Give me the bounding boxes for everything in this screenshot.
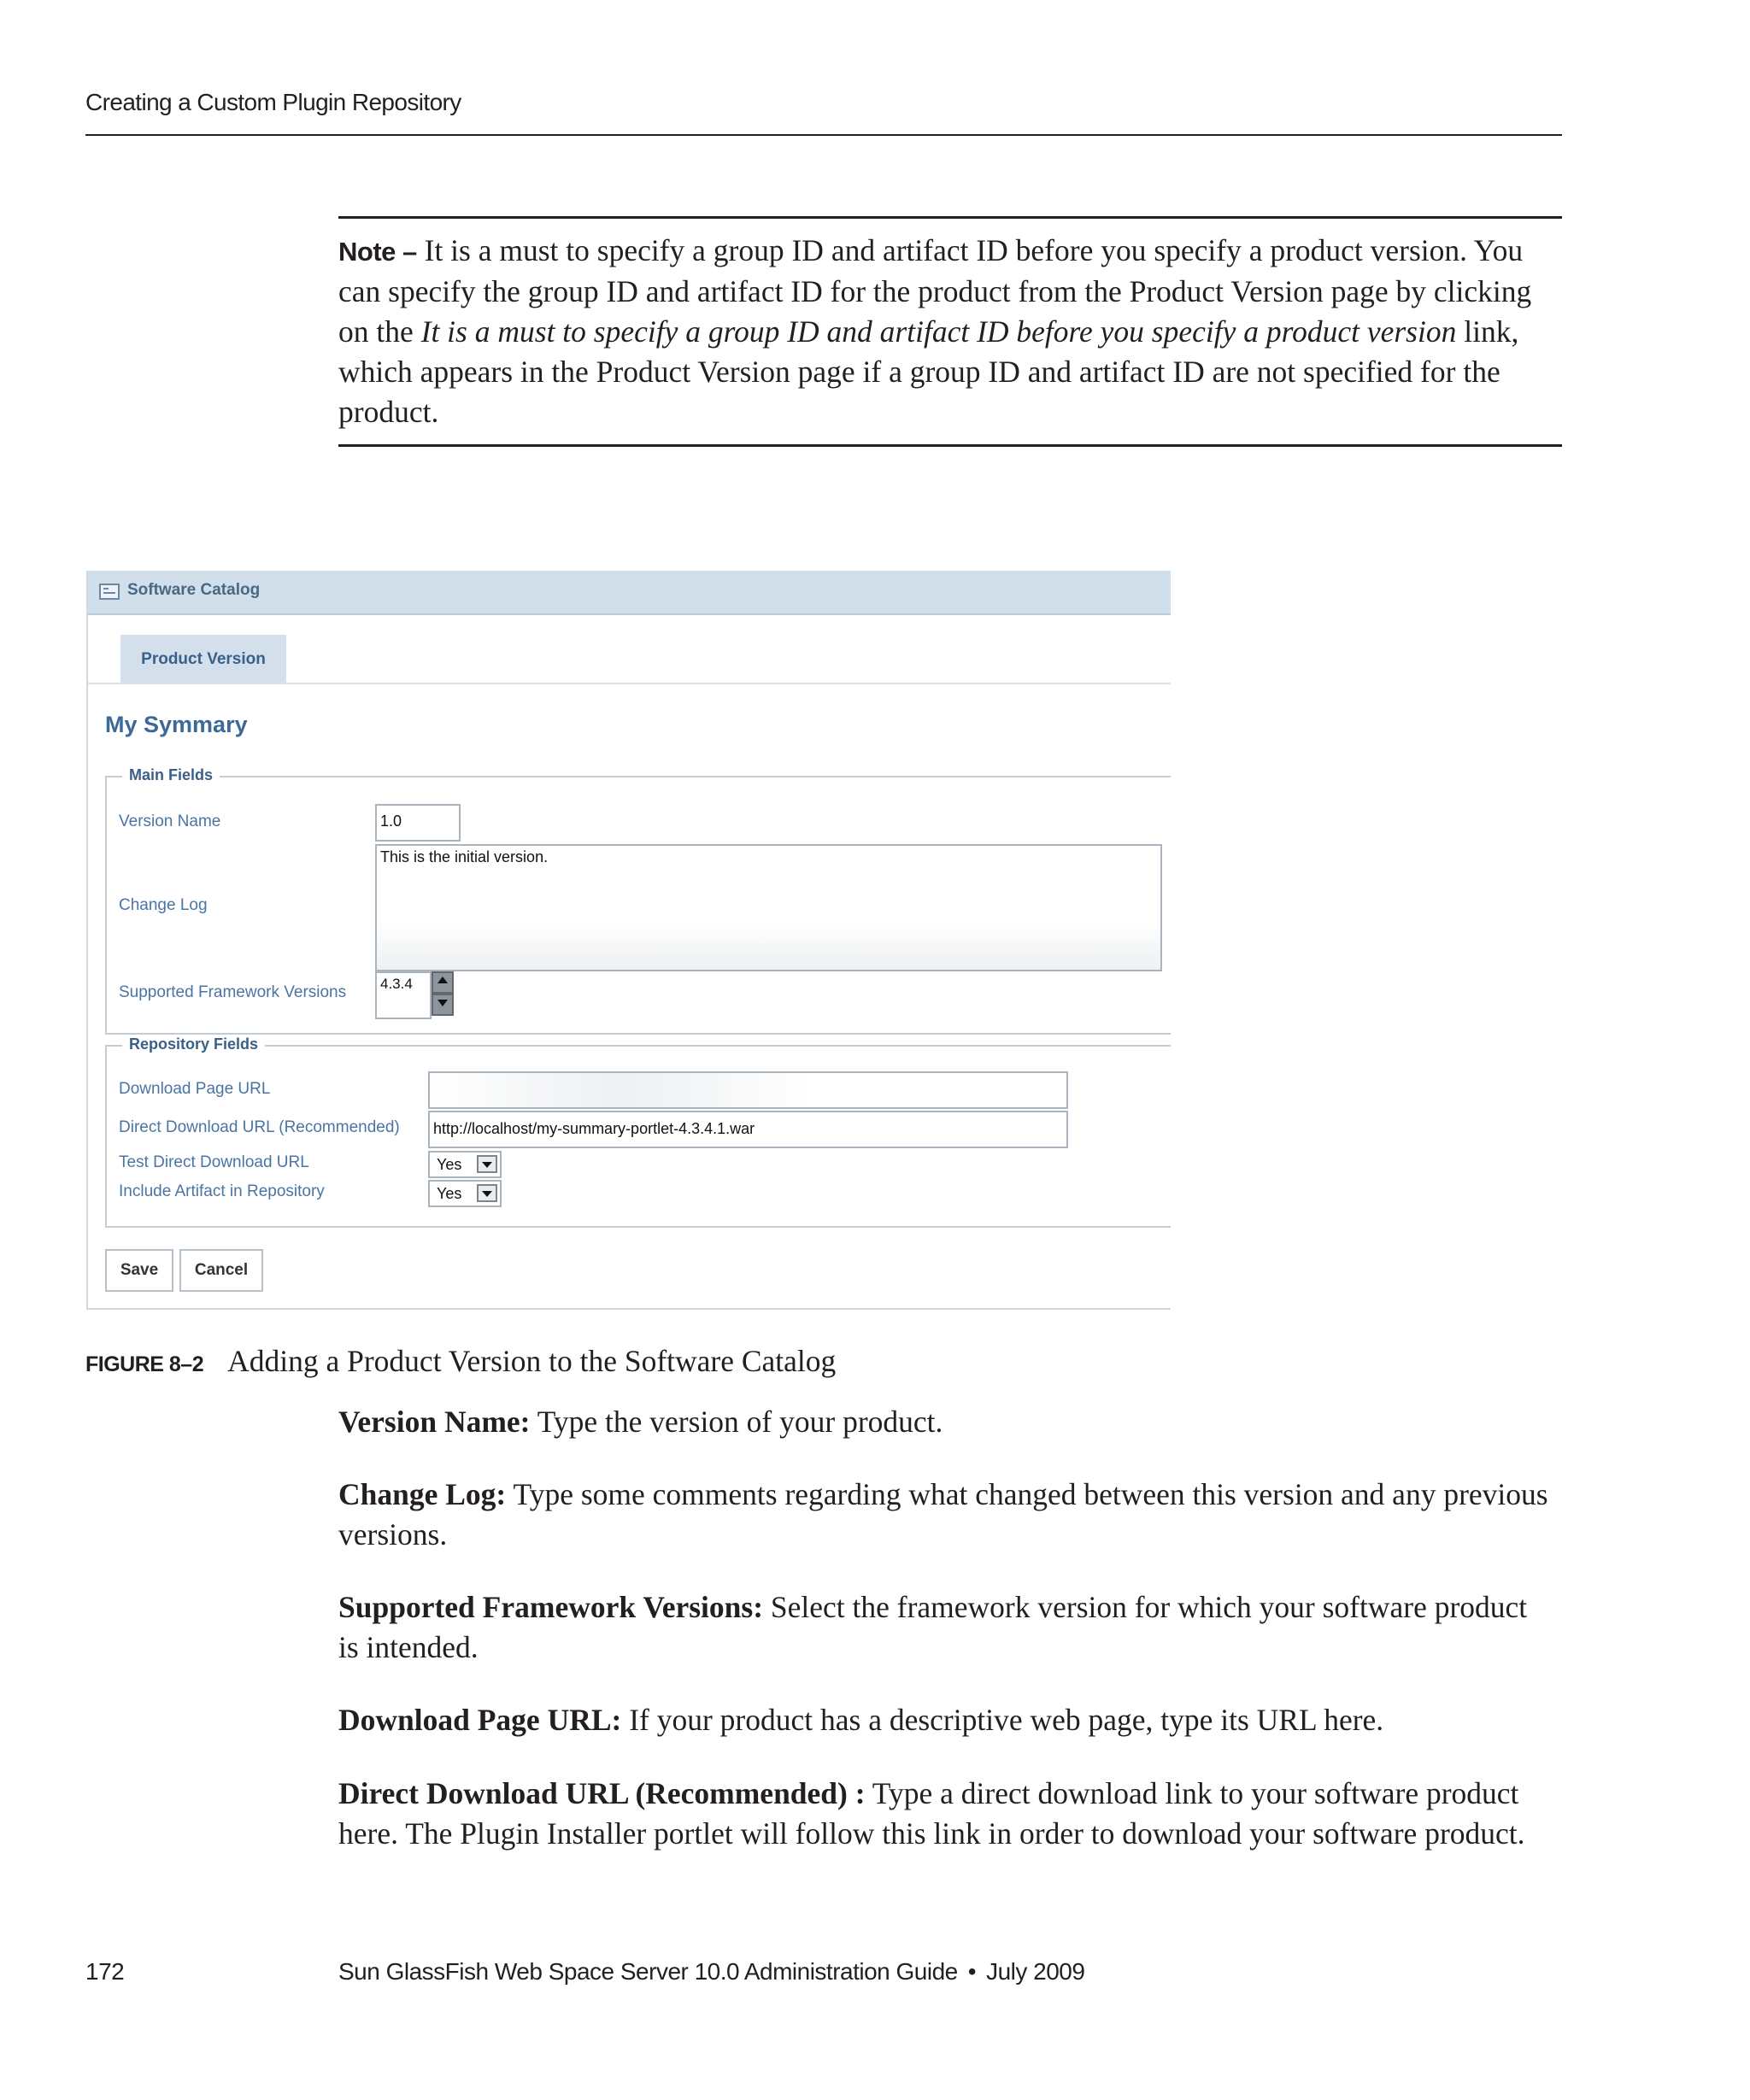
note-top-rule [338, 216, 1562, 219]
definition-version-name [338, 1402, 1569, 1442]
download-page-url-label: Download Page URL [119, 1080, 271, 1098]
definition-term: Supported Framework Versions: [338, 1590, 764, 1624]
note-text-after: link, which appears in the Product Version page if a group ID and artifact ID are not specified for the product. [338, 314, 1519, 429]
page-number: 172 [85, 1958, 125, 1985]
framework-versions-label: Supported Framework Versions [119, 983, 347, 1001]
definition-text: Type some comments regarding what changed between this version and any previous versions. [338, 1477, 1548, 1552]
figure-caption [85, 1343, 836, 1379]
portlet-titlebar [88, 571, 1171, 615]
footer-separator: • [967, 1958, 977, 1985]
scroll-down-arrow-icon[interactable] [432, 994, 454, 1016]
footer-text [338, 1958, 1084, 1986]
tab-product-version[interactable]: Product Version [120, 635, 286, 683]
test-direct-download-label: Test Direct Download URL [119, 1153, 309, 1171]
form-title: My Symmary [105, 712, 248, 737]
note-label: Note – [338, 237, 417, 267]
definition-term: Download Page URL: [338, 1703, 622, 1737]
repository-fields-legend: Repository Fields [122, 1035, 265, 1053]
header-rule [85, 134, 1562, 136]
framework-versions-list[interactable]: 4.3.4 [375, 971, 432, 1019]
change-log-textarea[interactable]: This is the initial version. [375, 844, 1162, 971]
version-name-input[interactable]: 1.0 [375, 804, 461, 842]
figure-caption-label: FIGURE 8–2 [85, 1352, 204, 1376]
note-bottom-rule [338, 444, 1562, 447]
tab-rule [88, 683, 1171, 684]
definition-term: Change Log: [338, 1477, 507, 1511]
direct-download-url-label: Direct Download URL (Recommended) [119, 1118, 400, 1136]
test-direct-download-value: Yes [437, 1156, 462, 1173]
definition-text: If your product has a descriptive web page, type its URL here. [621, 1703, 1384, 1737]
note-text-before: It is a must to specify a group ID and artifact ID before you specify a product version. You can specify the group ID and artifact ID for the product from the Product Version page by clicking on the [338, 233, 1532, 349]
note-block [338, 231, 1569, 432]
definition-direct-download-url [338, 1774, 1535, 1854]
scroll-up-arrow-icon[interactable] [432, 971, 454, 994]
main-fields-legend: Main Fields [122, 766, 220, 784]
running-header: Creating a Custom Plugin Repository [85, 89, 461, 115]
test-direct-download-select[interactable] [428, 1151, 502, 1178]
include-artifact-select[interactable] [428, 1180, 502, 1207]
save-button[interactable]: Save [105, 1249, 173, 1292]
definition-download-page-url [338, 1700, 1569, 1740]
definition-text: Select the framework version for which your software product is intended. [338, 1590, 1528, 1664]
include-artifact-value: Yes [437, 1185, 462, 1202]
figure-caption-text: Adding a Product Version to the Software Catalog [227, 1344, 837, 1378]
definition-text: Type the version of your product. [530, 1405, 943, 1439]
cancel-button[interactable]: Cancel [179, 1249, 263, 1292]
footer-book-title: Sun GlassFish Web Space Server 10.0 Administration Guide [338, 1958, 958, 1985]
dropdown-arrow-icon[interactable] [477, 1155, 497, 1173]
catalog-icon [99, 584, 120, 600]
definition-supported-framework [338, 1587, 1535, 1668]
footer-date: July 2009 [986, 1958, 1085, 1985]
definition-text: Type a direct download link to your software product here. The Plugin Installer portlet will follow this link in order to download your software product. [338, 1776, 1525, 1851]
download-page-url-input[interactable] [428, 1071, 1068, 1109]
change-log-label: Change Log [119, 896, 208, 914]
portlet-title: Software Catalog [127, 581, 261, 599]
dropdown-arrow-icon[interactable] [477, 1184, 497, 1202]
figure-screenshot [86, 571, 1171, 1310]
definition-term: Version Name: [338, 1405, 531, 1439]
include-artifact-label: Include Artifact in Repository [119, 1182, 325, 1200]
direct-download-url-input[interactable]: http://localhost/my-summary-portlet-4.3.4.1.war [428, 1111, 1068, 1148]
definition-change-log [338, 1475, 1552, 1555]
definition-term: Direct Download URL (Recommended) : [338, 1776, 866, 1810]
note-link[interactable]: It is a must to specify a group ID and artifact ID before you specify a product version [420, 314, 1457, 349]
version-name-label: Version Name [119, 812, 221, 830]
